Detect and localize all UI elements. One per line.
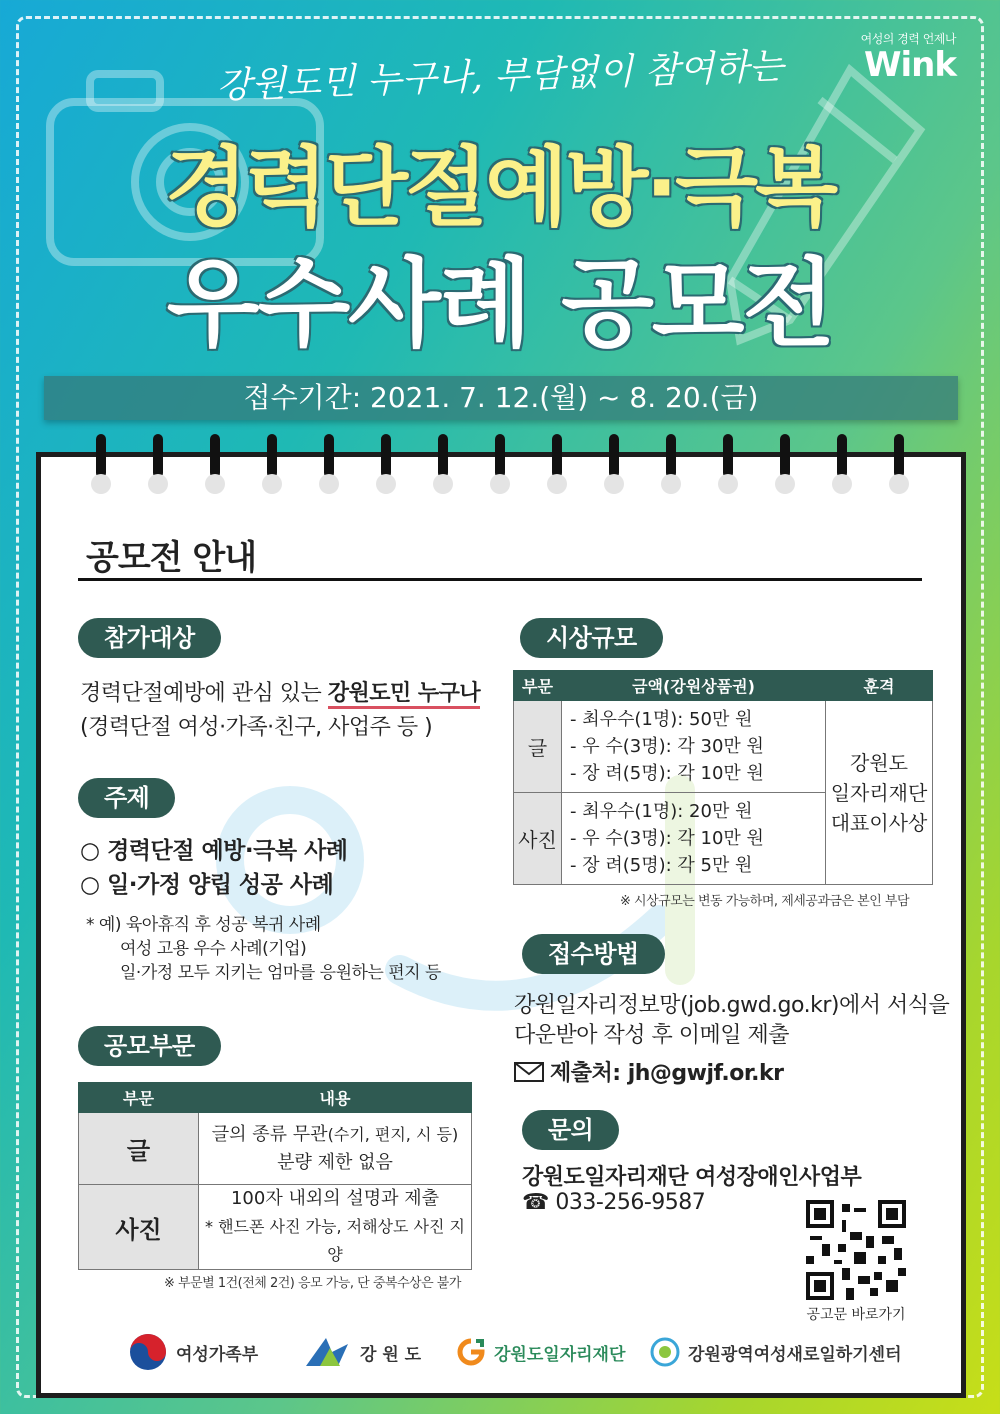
target-label: 참가대상: [78, 618, 221, 658]
table-row: [79, 1113, 472, 1185]
category-table: [78, 1082, 472, 1270]
envelope-icon: [514, 1062, 544, 1082]
topic-example-2: 여성 고용 우수 사례(기업): [120, 939, 307, 959]
ring: [208, 434, 222, 488]
prize-note: ※ 시상규모는 변동 가능하며, 제세공과금은 본인 부담: [620, 894, 910, 909]
topic-example-1: * 예) 육아휴직 후 성공 복귀 사례: [86, 915, 321, 935]
section-divider: [78, 578, 922, 581]
prize-label: 시상규모: [520, 618, 663, 658]
prize-item: - 장 려(5명): 각 10만 원: [570, 763, 764, 784]
table-row: [514, 701, 933, 793]
foundation-mark-icon: [456, 1337, 486, 1367]
brand-tagline: 여성의 경력 언제나: [860, 32, 956, 46]
prize-category-header: 부문: [514, 671, 562, 701]
topic-example-3: 일·가정 모두 지키는 엄마를 응원하는 편지 등: [120, 963, 441, 983]
topic-item-2: ○ 일·가정 양립 성공 사례: [80, 872, 334, 898]
prize-award: 강원도 일자리재단 대표이사상: [826, 701, 933, 885]
ring: [721, 434, 735, 488]
ring: [664, 434, 678, 488]
qr-code[interactable]: [806, 1200, 906, 1300]
ring: [151, 434, 165, 488]
period-bar: 접수기간: 2021. 7. 12.(월) ~ 8. 20.(금): [44, 376, 958, 420]
ring: [835, 434, 849, 488]
inquiry-phone[interactable]: ☎ 033-256-9587: [522, 1190, 706, 1215]
prize-item: - 최우수(1명): 50만 원: [570, 709, 753, 730]
submit-label: 접수방법: [522, 934, 665, 974]
prize-amount-list: [562, 701, 826, 793]
qr-label: 공고문 바로가기: [806, 1307, 906, 1323]
category-label: 공모부문: [78, 1026, 221, 1066]
table-row: [79, 1185, 472, 1270]
logo-gangwon: 강 원 도: [302, 1330, 421, 1374]
topic-item-1: ○ 경력단절 예방·극복 사례: [80, 838, 348, 864]
ring: [493, 434, 507, 488]
target-line-2: (경력단절 여성·가족·친구, 사업주 등 ): [80, 715, 433, 740]
prize-category-name: 사진: [514, 793, 562, 885]
title-line-1: 경력단절예방·극복: [164, 138, 836, 238]
prize-item: - 우 수(3명): 각 30만 원: [570, 736, 764, 757]
ring: [550, 434, 564, 488]
topic-label: 주제: [78, 778, 175, 818]
category-line-1: 100자 내외의 설명과 제출: [230, 1188, 439, 1209]
target-highlight: 강원도민 누구나: [328, 681, 480, 709]
category-name: 글: [79, 1113, 199, 1185]
prize-amount-header: 금액(강원상품권): [562, 671, 826, 701]
footer-logos: [80, 1330, 920, 1374]
ring: [607, 434, 621, 488]
prize-table: [513, 670, 933, 885]
category-col-header: 부문: [79, 1083, 199, 1113]
prize-item: - 우 수(3명): 각 10만 원: [570, 828, 764, 849]
logo-women-center: 강원광역여성새로일하기센터: [650, 1330, 902, 1374]
category-content: [199, 1185, 472, 1270]
category-line-2: * 핸드폰 사진 가능, 저해상도 사진 지양: [205, 1217, 465, 1264]
title-line-2: 우수사례 공모전: [166, 248, 834, 360]
women-center-mark-icon: [650, 1337, 680, 1367]
logo-job-foundation: 강원도일자리재단: [456, 1330, 625, 1374]
submit-line-2: 다운받아 작성 후 이메일 제출: [514, 1023, 789, 1048]
submit-email-text[interactable]: 제출처: jh@gwjf.or.kr: [550, 1061, 784, 1086]
prize-item: - 장 려(5명): 각 5만 원: [570, 855, 753, 876]
inquiry-org: 강원도일자리재단 여성장애인사업부: [522, 1165, 862, 1190]
ring: [436, 434, 450, 488]
target-prefix: 경력단절예방에 관심 있는: [80, 681, 328, 706]
logo-ministry: 여성가족부: [128, 1330, 258, 1374]
content-col-header: 내용: [199, 1083, 472, 1113]
gangwon-mark-icon: [302, 1334, 352, 1370]
ring: [892, 434, 906, 488]
category-line-1: 글의 종류 무관(수기, 편지, 시 등): [211, 1123, 459, 1145]
brand-wordmark: Wink: [864, 45, 956, 85]
category-content: [199, 1113, 472, 1185]
prize-award-header: 훈격: [826, 671, 933, 701]
inquiry-label: 문의: [522, 1110, 619, 1150]
ring: [322, 434, 336, 488]
taegeuk-icon: [128, 1332, 168, 1372]
prize-amount-list: [562, 793, 826, 885]
submit-line-1: 강원일자리정보망(job.gwd.go.kr)에서 서식을: [514, 993, 950, 1018]
section-title: 공모전 안내: [86, 538, 257, 578]
category-name: 사진: [79, 1185, 199, 1270]
target-line-1: [80, 676, 480, 707]
submit-email: [514, 1056, 783, 1087]
ring: [778, 434, 792, 488]
spiral-rings: [36, 434, 966, 514]
header-subtitle: 강원도민 누구나, 부담없이 참여하는: [215, 46, 785, 107]
ring: [94, 434, 108, 488]
ring: [379, 434, 393, 488]
category-line-2: 분량 제한 없음: [277, 1151, 393, 1173]
prize-item: - 최우수(1명): 20만 원: [570, 801, 753, 822]
category-note: ※ 부문별 1건(전체 2건) 응모 가능, 단 중복수상은 불가: [164, 1276, 461, 1291]
ring: [265, 434, 279, 488]
prize-category-name: 글: [514, 701, 562, 793]
